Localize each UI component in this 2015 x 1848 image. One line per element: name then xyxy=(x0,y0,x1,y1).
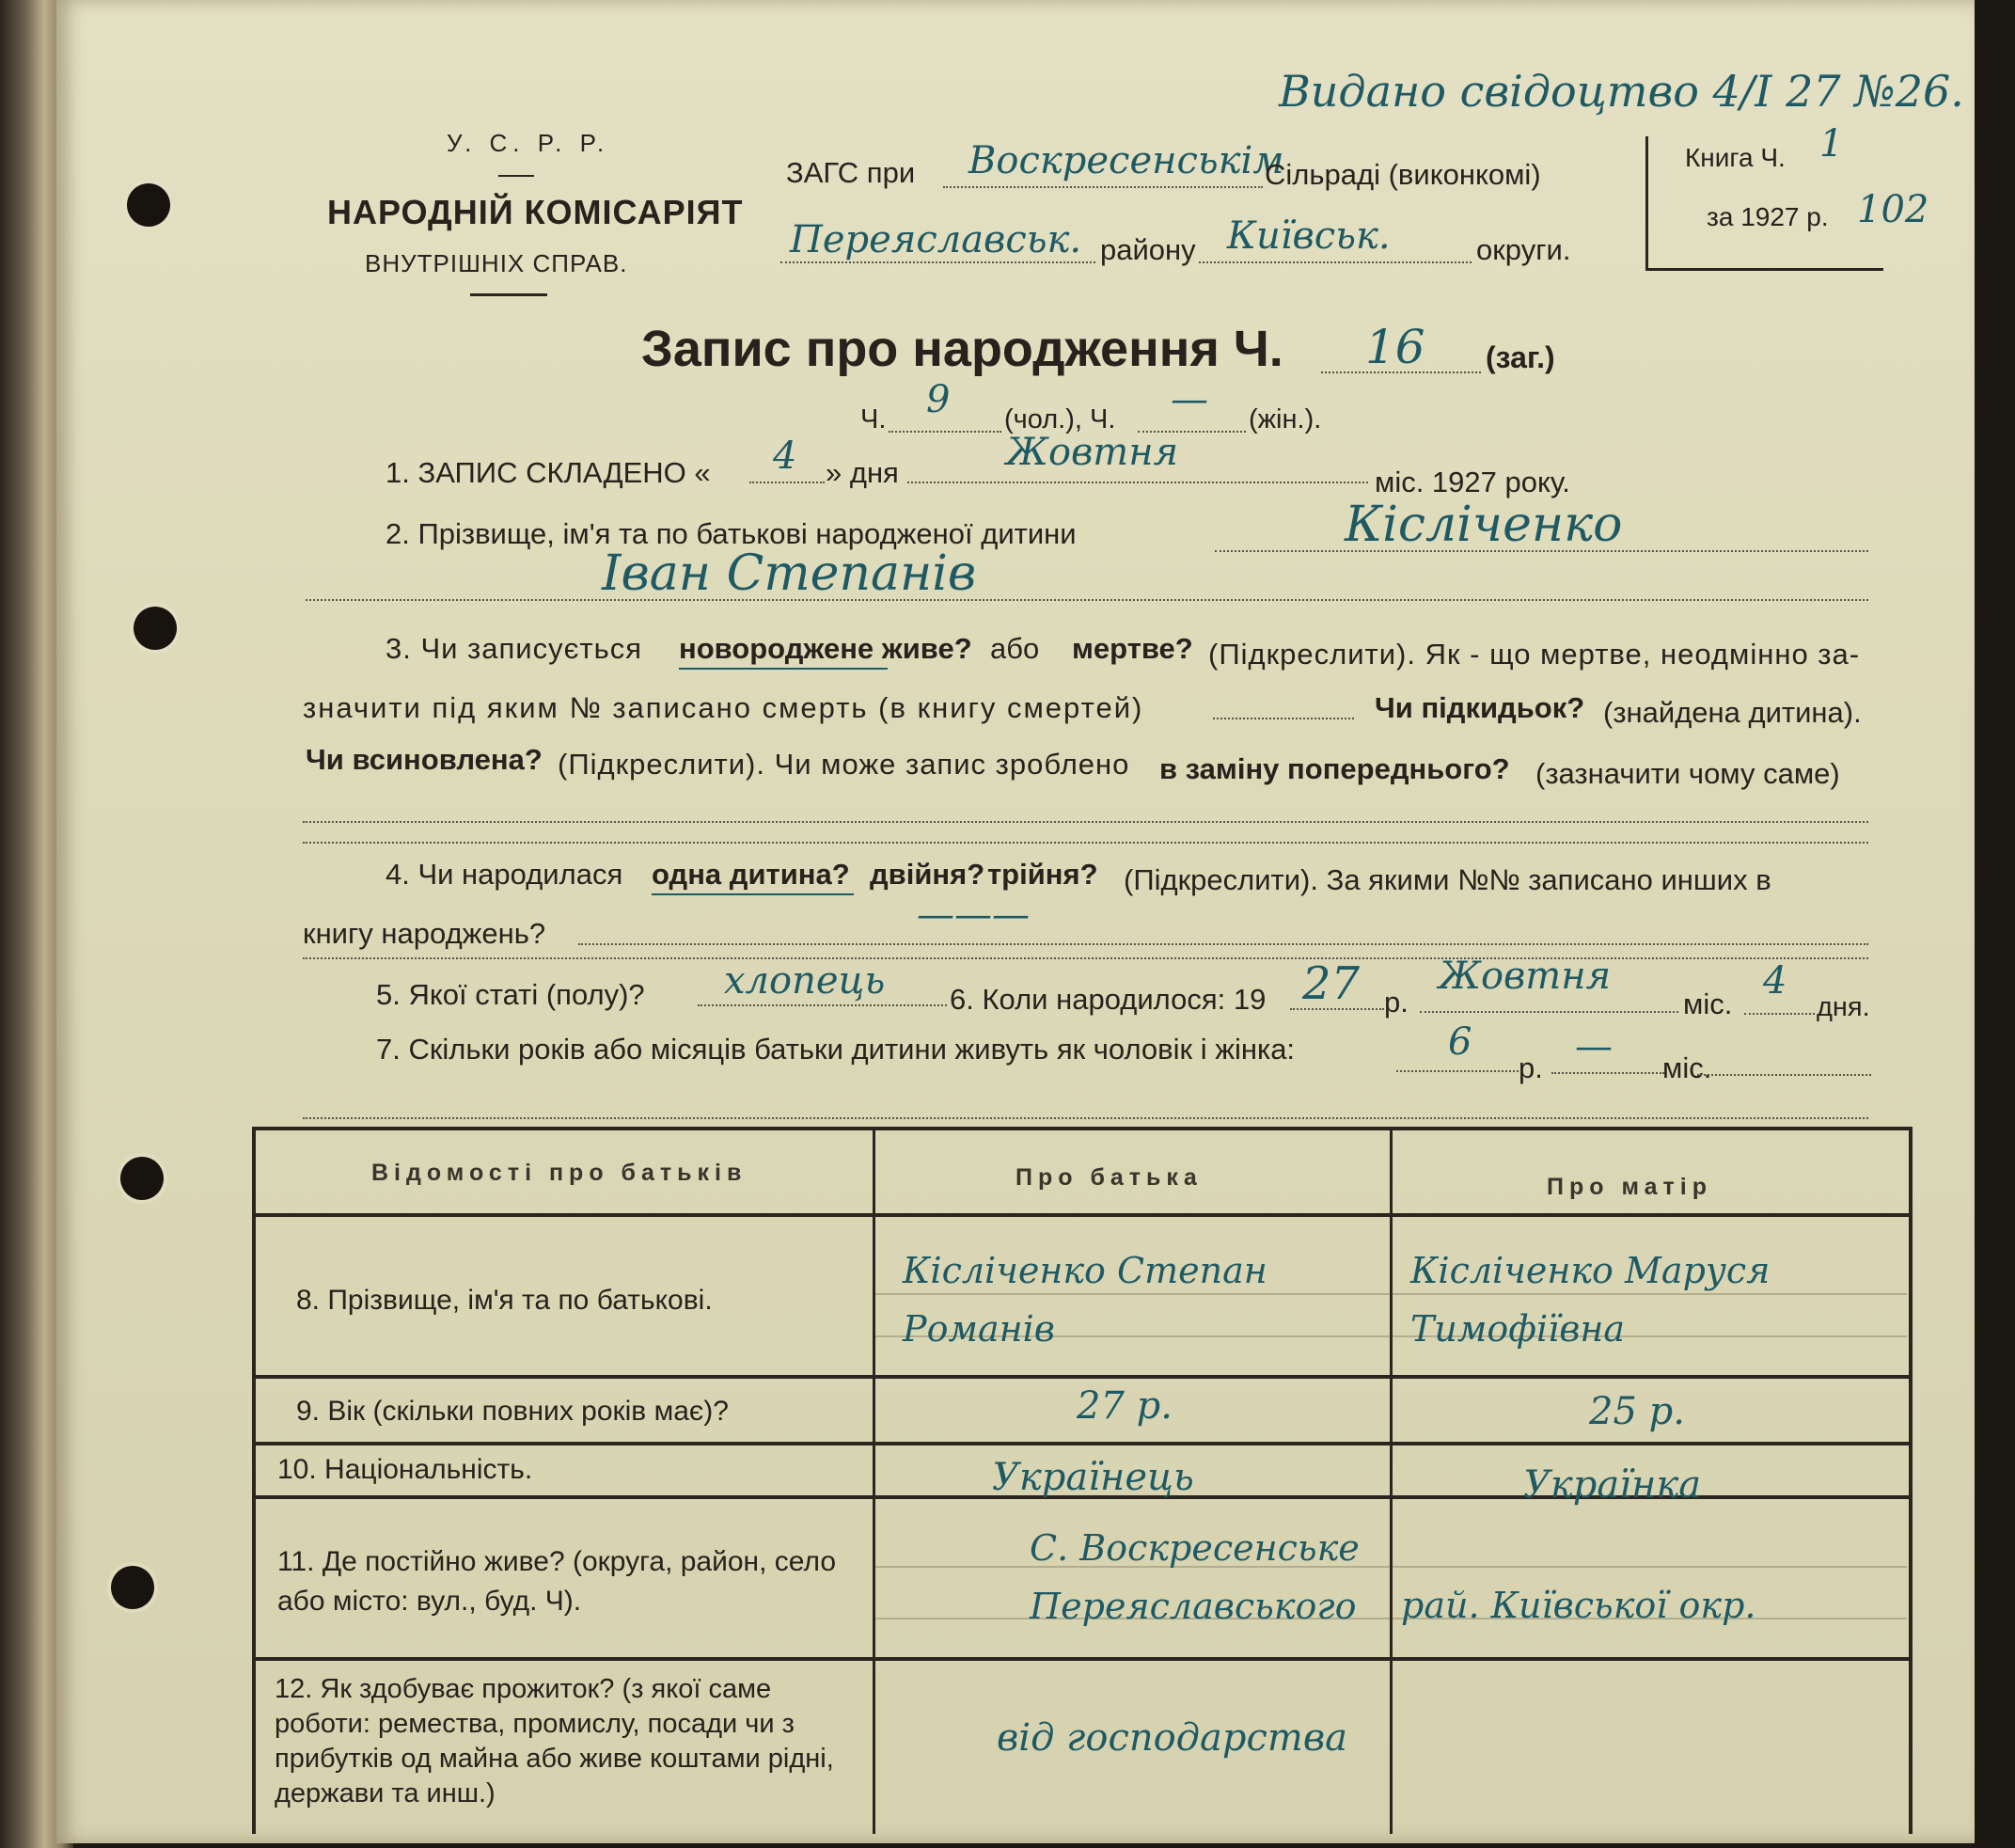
item1-month-line xyxy=(907,482,1368,483)
table-row-border xyxy=(252,1657,1912,1661)
item5-line xyxy=(698,1004,947,1006)
item3-text: (зазначити чому саме) xyxy=(1535,757,1840,790)
item7-years-line xyxy=(1396,1070,1519,1072)
female-count-label: (жін.). xyxy=(1249,404,1322,434)
zags-suffix: Сільраді (виконкомі) xyxy=(1265,158,1541,191)
item1-mid: » дня xyxy=(826,456,899,489)
table-header-mother: Про матір xyxy=(1547,1174,1712,1200)
item7-label: 7. Скільки років або місяців батьки дитини живуть як чоловік і жінка: xyxy=(376,1033,1296,1066)
item1-day-handwritten: 4 xyxy=(773,434,797,478)
item6-day-line xyxy=(1744,1013,1815,1015)
item1-month-handwritten: Жовтня xyxy=(1006,431,1179,474)
item6-dnia: дня. xyxy=(1817,992,1870,1022)
row11-mother-handwritten: рай. Київської окр. xyxy=(1401,1585,1756,1626)
row11-father-handwritten: С. Воскресенське Переяславського xyxy=(1030,1527,1360,1627)
item7-months-line xyxy=(1551,1072,1664,1074)
male-count-prefix: Ч. xyxy=(860,404,887,434)
item4-line xyxy=(303,957,1868,959)
female-count-handwritten: — xyxy=(1171,378,1208,421)
divider xyxy=(498,175,534,177)
row9-mother-handwritten: 25 р. xyxy=(1589,1390,1685,1433)
row10-label: 10. Національність. xyxy=(277,1454,533,1485)
underline-ink xyxy=(652,893,854,895)
item7-years-handwritten: 6 xyxy=(1448,1020,1472,1064)
table-row-border xyxy=(252,1442,1912,1445)
item4-label: книгу народжень? xyxy=(303,917,546,950)
item1-day-line xyxy=(749,482,825,483)
punch-hole xyxy=(111,1566,154,1609)
item3-alive-option: новороджене живе? xyxy=(679,632,972,665)
item3-adopted-option: Чи всиновлена? xyxy=(306,743,543,776)
ussr-label: У. С. Р. Р. xyxy=(447,129,610,157)
item6-r: р. xyxy=(1384,986,1409,1019)
item6-day-handwritten: 4 xyxy=(1763,959,1787,1003)
item7-mis: міс. xyxy=(1662,1051,1712,1084)
book-year: за 1927 р. xyxy=(1707,202,1829,231)
commissariat-title: НАРОДНІЙ КОМІСАРІЯТ xyxy=(327,193,744,231)
item2-name-handwritten: Іван Степанів xyxy=(602,545,977,602)
item2-surname-handwritten: Кісліченко xyxy=(1345,497,1623,553)
row9-label: 9. Вік (скільки повних років має)? xyxy=(296,1396,729,1427)
record-suffix: (заг.) xyxy=(1486,340,1555,374)
male-count-line xyxy=(889,431,1001,433)
book-label: Книга Ч. xyxy=(1685,143,1786,172)
item4-line xyxy=(578,943,1868,945)
zags-prefix: ЗАГС при xyxy=(786,156,916,189)
row11-label: 11. Де постійно живе? (округа, район, село або місто: вул., буд. Ч). xyxy=(277,1546,837,1617)
item4-text: (Підкреслити). За якими №№ записано инших в xyxy=(1124,863,1771,896)
item3-dead-option: мертве? xyxy=(1072,632,1193,665)
male-count-label: (чол.), Ч. xyxy=(1004,404,1116,434)
item6-year-handwritten: 27 xyxy=(1302,957,1361,1010)
item7-line xyxy=(1697,1074,1871,1076)
table-left-border xyxy=(252,1127,256,1834)
okrug-line xyxy=(1199,261,1472,263)
handwritten-certificate-note: Видано свідоцтво 4/I 27 №26. xyxy=(1279,66,1964,117)
row8-label: 8. Прізвище, ім'я та по батькові. xyxy=(296,1285,713,1316)
item4-answer-handwritten: ——— xyxy=(917,893,1030,937)
item3-line xyxy=(303,821,1868,823)
item2-label: 2. Прізвище, ім'я та по батькові народженої дитини xyxy=(386,517,1077,550)
item4-triplets-option: трійня? xyxy=(987,858,1098,891)
row10-father-handwritten: Українець xyxy=(992,1456,1194,1499)
row8-father-handwritten: Кісліченко Степан Романів xyxy=(903,1250,1267,1350)
row10-mother-handwritten: Українка xyxy=(1523,1463,1702,1507)
item3-text: або xyxy=(990,632,1040,665)
record-title: Запис про народження Ч. xyxy=(641,321,1283,377)
table-col-divider xyxy=(873,1127,875,1834)
item3-text: (Підкреслити). Як - що мертве, неодмінно за- xyxy=(1208,638,1861,671)
book-number-handwritten: 1 xyxy=(1819,122,1844,166)
item6-label: 6. Коли народилося: 19 xyxy=(950,983,1267,1016)
table-col-divider xyxy=(1390,1127,1393,1834)
table-top-border xyxy=(252,1127,1912,1130)
item3-text: 3. Чи записується xyxy=(386,632,643,665)
item2-line2 xyxy=(306,599,1868,601)
table-header-father: Про батька xyxy=(1015,1164,1203,1191)
item3-line xyxy=(303,842,1868,844)
item3-foundling-option: Чи підкидьок? xyxy=(1375,691,1585,724)
underline-ink xyxy=(679,668,888,670)
table-row-border xyxy=(252,1375,1912,1379)
item4-twins-option: двійня? xyxy=(870,858,985,891)
punch-hole xyxy=(120,1157,164,1200)
table-right-border xyxy=(1909,1127,1913,1834)
record-number-handwritten: 16 xyxy=(1365,320,1425,374)
item4-single-option: одна дитина? xyxy=(652,858,850,891)
district-handwritten: Переяславськ. xyxy=(790,218,1082,261)
okrug-label: округи. xyxy=(1476,233,1571,266)
punch-hole xyxy=(134,607,177,650)
item4-text: 4. Чи народилася xyxy=(386,858,623,891)
book-page-handwritten: 102 xyxy=(1857,188,1929,231)
divider xyxy=(470,293,547,296)
row12-father-handwritten: від господарства xyxy=(997,1716,1347,1760)
okrug-handwritten: Київськ. xyxy=(1227,214,1391,258)
row12-label: 12. Як здобуває прожиток? (з якої саме роботи: ремества, промислу, посади чи з прибутків од майна або живе коштами рідні, держави та инш.) xyxy=(275,1674,834,1809)
item1-suffix: міс. 1927 року. xyxy=(1375,466,1570,498)
zags-village-handwritten: Воскресенськім xyxy=(968,139,1284,182)
table-header-border xyxy=(252,1213,1912,1217)
table-header-parents: Відомості про батьків xyxy=(371,1160,748,1186)
item7-r: р. xyxy=(1519,1051,1543,1084)
district-label: району xyxy=(1100,233,1196,266)
item6-month-line xyxy=(1420,1011,1678,1013)
zags-village-line xyxy=(943,186,1263,188)
item5-answer-handwritten: хлопець xyxy=(724,959,886,1003)
item3-text: (знайдена дитина). xyxy=(1603,696,1862,729)
item7-months-handwritten: — xyxy=(1575,1025,1613,1068)
item3-replacement-option: в заміну попереднього? xyxy=(1159,752,1510,785)
male-count-handwritten: 9 xyxy=(926,378,951,421)
item3-text: значити під яким № записано смерть (в книгу смертей) xyxy=(303,691,1144,724)
row9-father-handwritten: 27 р. xyxy=(1077,1384,1173,1428)
punch-hole xyxy=(127,183,170,227)
item1-prefix: 1. ЗАПИС СКЛАДЕНО « xyxy=(386,456,711,489)
item6-mis: міс. xyxy=(1683,987,1733,1020)
item3-text: (Підкреслити). Чи може запис зроблено xyxy=(558,748,1130,781)
item6-month-handwritten: Жовтня xyxy=(1439,955,1612,998)
item5-label: 5. Якої статі (полу)? xyxy=(376,978,645,1011)
row8-mother-handwritten: Кісліченко Маруся Тимофіївна xyxy=(1410,1250,1771,1350)
item3-death-line xyxy=(1213,718,1354,719)
internal-affairs-label: ВНУТРІШНІХ СПРАВ. xyxy=(365,249,628,277)
district-line xyxy=(780,261,1095,263)
item7-line2 xyxy=(303,1117,1868,1119)
